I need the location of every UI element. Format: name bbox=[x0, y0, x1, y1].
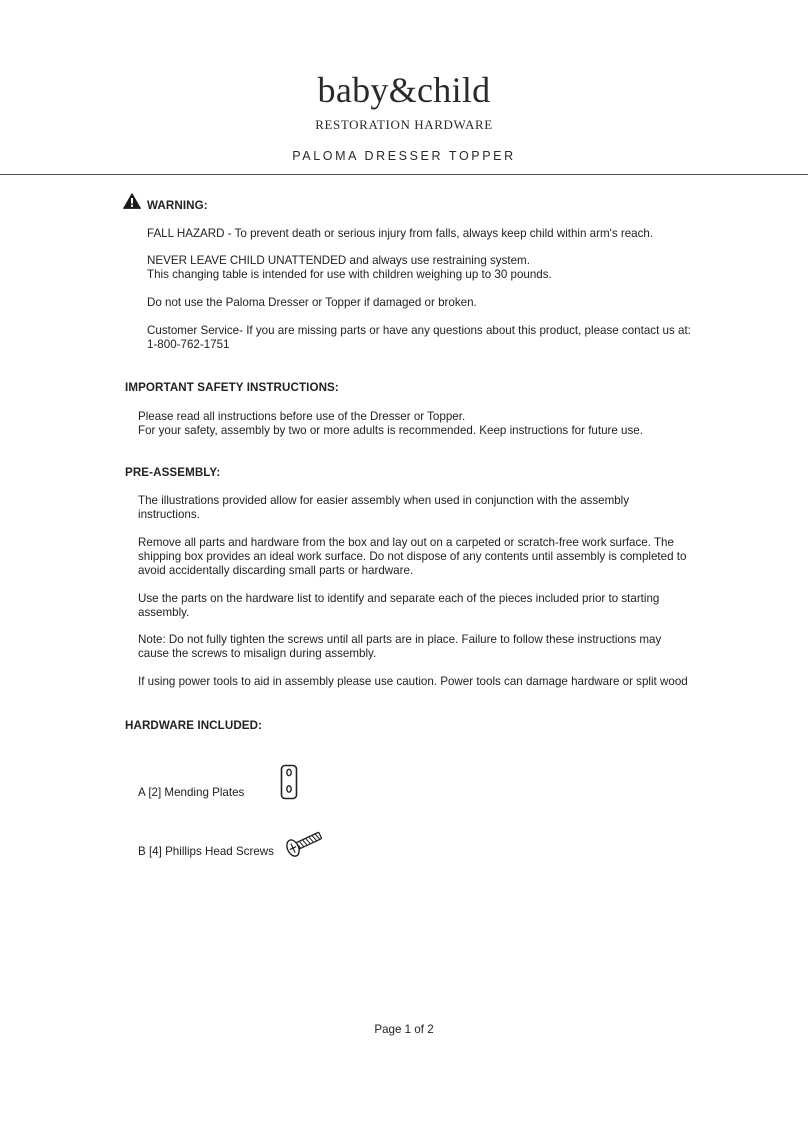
pre-assembly-p2-line-1: Remove all parts and hardware from the box and lay out on a carpeted or scratch-free work surface. The bbox=[138, 536, 674, 549]
weight-limit-text: This changing table is intended for use with children weighing up to 30 pounds. bbox=[147, 268, 552, 281]
header-divider bbox=[0, 174, 808, 175]
hardware-item-b-label: B [4] Phillips Head Screws bbox=[138, 845, 274, 858]
warning-heading: WARNING: bbox=[147, 199, 208, 212]
fall-hazard-text: FALL HAZARD - To prevent death or serious injury from falls, always keep child within arm's reach. bbox=[147, 227, 654, 240]
pre-assembly-p1-line-1: The illustrations provided allow for easier assembly when used in conjunction with the assembly bbox=[138, 494, 630, 507]
safety-line-1: Please read all instructions before use of the Dresser or Topper. bbox=[138, 410, 466, 423]
pre-assembly-p2-line-3: avoid accidentally discarding small parts or hardware. bbox=[138, 564, 414, 577]
pre-assembly-p4-line-2: cause the screws to misalign during assembly. bbox=[138, 647, 377, 660]
page-number: Page 1 of 2 bbox=[374, 1023, 434, 1036]
pre-assembly-p1-line-2: instructions. bbox=[138, 508, 200, 521]
damaged-text: Do not use the Paloma Dresser or Topper if damaged or broken. bbox=[147, 296, 477, 309]
pre-assembly-p5: If using power tools to aid in assembly please use caution. Power tools can damage hardware or split wood bbox=[138, 675, 688, 688]
customer-service-text: Customer Service- If you are missing parts or have any questions about this product, please contact us at: bbox=[147, 324, 691, 337]
hardware-heading: HARDWARE INCLUDED: bbox=[125, 719, 263, 732]
brand-name: baby&child bbox=[317, 70, 491, 110]
safety-line-2: For your safety, assembly by two or more adults is recommended. Keep instructions for future use. bbox=[138, 424, 643, 437]
never-leave-text: NEVER LEAVE CHILD UNATTENDED and always use restraining system. bbox=[147, 254, 530, 267]
pre-assembly-p3-line-1: Use the parts on the hardware list to identify and separate each of the pieces included prior to starting bbox=[138, 592, 660, 605]
phillips-screw-icon bbox=[283, 828, 327, 862]
brand-subtitle: RESTORATION HARDWARE bbox=[315, 117, 493, 132]
brand-logo bbox=[0, 70, 808, 110]
warning-triangle-icon bbox=[123, 193, 141, 213]
hardware-item-a-label: A [2] Mending Plates bbox=[138, 786, 245, 799]
pre-assembly-p2-line-2: shipping box provides an ideal work surface. Do not dispose of any contents until assembly is completed to bbox=[138, 550, 687, 563]
mending-plate-icon bbox=[280, 764, 298, 804]
customer-service-phone: 1-800-762-1751 bbox=[147, 338, 230, 351]
pre-assembly-p3-line-2: assembly. bbox=[138, 606, 190, 619]
pre-assembly-p4-line-1: Note: Do not fully tighten the screws until all parts are in place. Failure to follow these instructions may bbox=[138, 633, 662, 646]
document-title: PALOMA DRESSER TOPPER bbox=[292, 149, 516, 163]
pre-assembly-heading: PRE-ASSEMBLY: bbox=[125, 466, 221, 479]
safety-heading: IMPORTANT SAFETY INSTRUCTIONS: bbox=[125, 381, 339, 394]
